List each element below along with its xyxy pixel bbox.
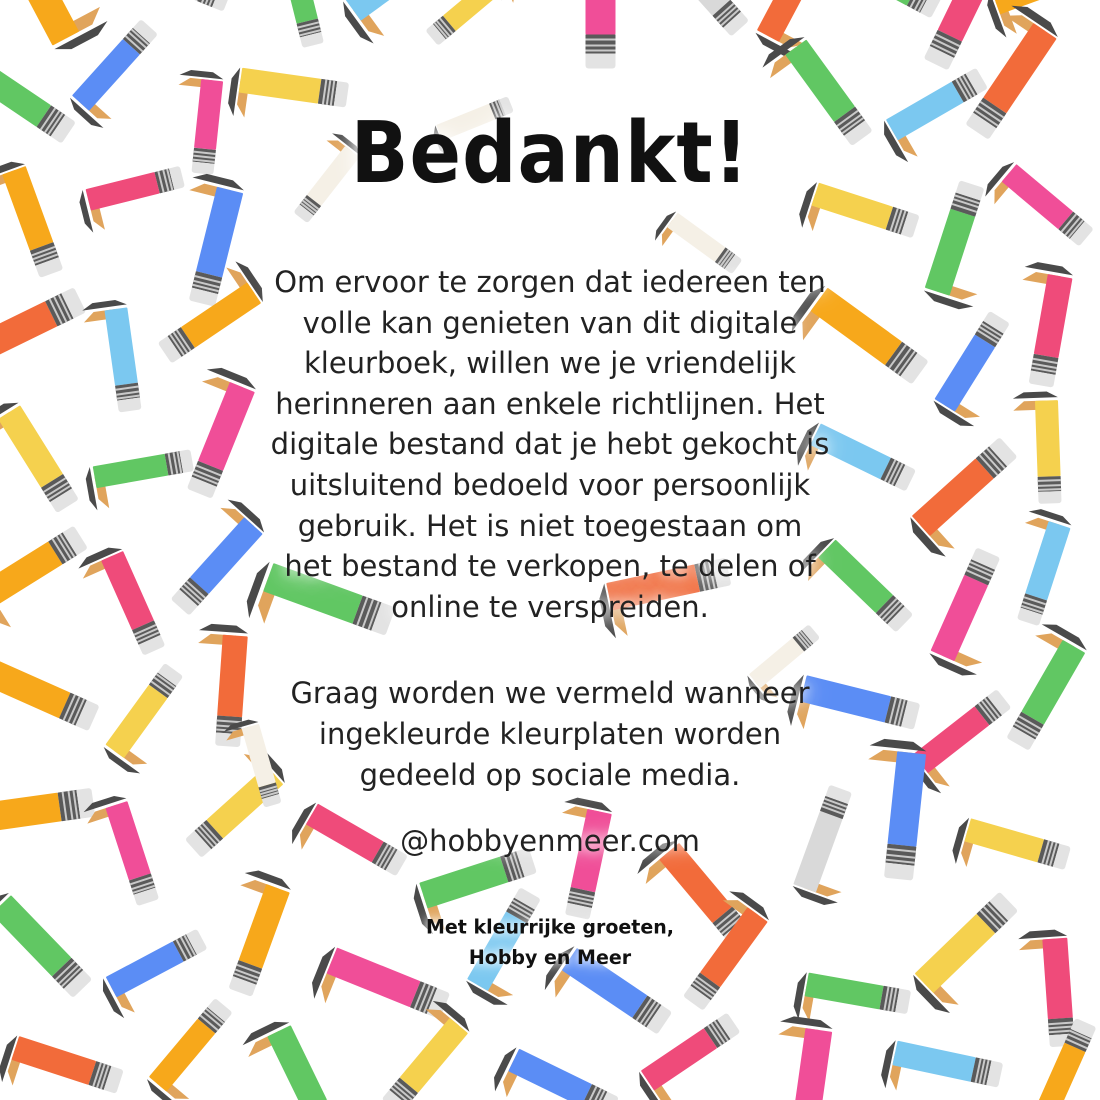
signature-name: Hobby en Meer xyxy=(468,945,632,969)
signature-block xyxy=(426,913,674,973)
social-handle: @hobbyenmeer.com xyxy=(400,824,700,859)
paragraph-guidelines: Om ervoor te zorgen dat iedereen ten volle kan genieten van dit digitale kleurboek, willen we je vriendelijk herinneren aan enkele richtlijnen. Het digitale bestand dat je hebt gekocht is uitsluitend bedoeld voor persoonlijk gebruik. Het is niet toegestaan om het bestand te verkopen, te delen of online te verspreiden. xyxy=(270,265,830,624)
paragraph-social-credit: Graag worden we vermeld wanneer ingekleurde kleurplaten worden gedeeld op sociale media. xyxy=(290,676,810,792)
signature-greeting: Met kleurrijke groeten, xyxy=(425,915,675,939)
page-title: Bedankt! xyxy=(350,102,750,203)
body-text-block xyxy=(270,233,830,858)
